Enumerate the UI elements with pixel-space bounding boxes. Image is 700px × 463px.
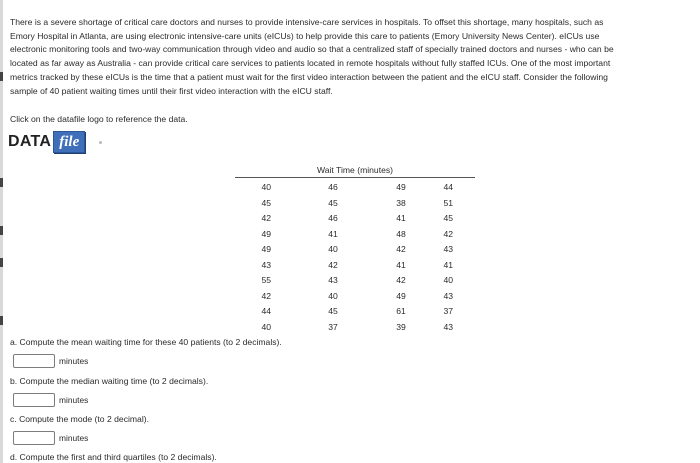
table-cell: 40 <box>328 244 338 254</box>
table-cell: 41 <box>396 213 406 223</box>
question-c: c. Compute the mode (to 2 decimal). <box>10 414 149 424</box>
question-d: d. Compute the first and third quartiles (to 2 decimals). <box>10 452 217 462</box>
unit-label: minutes <box>59 356 89 366</box>
table-cell: 42 <box>328 259 338 270</box>
table-cell: 46 <box>328 182 338 192</box>
table-cell: 49 <box>261 244 271 254</box>
table-cell: 44 <box>443 182 453 192</box>
table-cell: 61 <box>396 306 406 316</box>
wait-time-table <box>235 180 475 335</box>
table-cell: 46 <box>328 213 338 223</box>
table-cell: 42 <box>261 213 271 223</box>
table-cell: 45 <box>328 197 338 208</box>
table-cell: 42 <box>396 244 406 254</box>
table-cell: 41 <box>443 259 453 270</box>
intro-line: There is a severe shortage of critical care doctors and nurses to provide intensive-care services in hospitals. To offset this shortage, many hospitals, such as <box>10 17 604 27</box>
table-cell: 55 <box>261 275 271 285</box>
table-cell: 39 <box>396 321 406 332</box>
table-cell: 40 <box>328 290 338 301</box>
table-cell: 40 <box>261 182 271 192</box>
table-cell: 40 <box>261 321 271 332</box>
table-cell: 42 <box>261 290 271 301</box>
table-row <box>235 273 475 289</box>
problem-intro <box>10 16 694 98</box>
table-cell: 43 <box>443 290 453 301</box>
question-a: a. Compute the mean waiting time for these 40 patients (to 2 decimals). <box>10 337 282 347</box>
table-row <box>235 258 475 274</box>
edge-marker <box>0 72 3 81</box>
intro-line: sample of 40 patient waiting times until their first video interaction with the eICU staff. <box>10 85 333 96</box>
table-cell: 41 <box>396 259 406 270</box>
table-row <box>235 180 475 196</box>
intro-line: Emory Hospital in Atlanta, are using electronic intensive-care units (eICUs) to help provide this care to patients (Emory University News Center). eICUs use <box>10 30 600 41</box>
table-cell: 40 <box>443 275 453 285</box>
question-b: b. Compute the median waiting time (to 2 decimals). <box>10 376 209 386</box>
table-cell: 45 <box>261 197 271 208</box>
table-cell: 43 <box>328 275 338 285</box>
table-row <box>235 320 475 336</box>
table-cell: 37 <box>443 306 453 316</box>
table-row <box>235 304 475 320</box>
table-header-rule <box>235 177 475 178</box>
answer-row-a <box>13 354 88 368</box>
table-cell: 42 <box>396 275 406 285</box>
table-cell: 44 <box>261 306 271 316</box>
table-cell: 48 <box>396 228 406 239</box>
edge-marker <box>0 316 3 325</box>
datafile-button[interactable]: file <box>53 131 85 153</box>
table-cell: 51 <box>443 197 453 208</box>
edge-marker <box>0 226 3 235</box>
dot-decoration <box>99 141 102 144</box>
table-row <box>235 242 475 258</box>
table-row <box>235 289 475 305</box>
unit-label: minutes <box>59 395 89 405</box>
table-row <box>235 211 475 227</box>
table-cell: 43 <box>261 259 271 270</box>
table-cell: 38 <box>396 197 406 208</box>
table-cell: 43 <box>443 244 453 254</box>
table-cell: 37 <box>328 321 338 332</box>
answer-row-c <box>13 431 88 445</box>
datafile-instruction: Click on the datafile logo to reference the data. <box>10 114 188 124</box>
table-title: Wait Time (minutes) <box>316 165 394 175</box>
intro-line: electronic monitoring tools and two-way communication through video and audio so that a centralized staff of specially trained doctors and nurses - who can be <box>10 44 614 55</box>
table-cell: 49 <box>396 182 406 192</box>
unit-label: minutes <box>59 433 89 443</box>
table-row <box>235 196 475 212</box>
table-cell: 41 <box>328 228 338 239</box>
table-cell: 42 <box>443 228 453 239</box>
answer-row-b <box>13 393 88 407</box>
edge-marker <box>0 178 3 187</box>
mode-answer-input[interactable] <box>13 431 55 445</box>
intro-line: metrics tracked by these eICUs is the time that a patient must wait for the first video interaction between the patient and the eICU staff. Consider the following <box>10 71 608 82</box>
datafile-logo <box>8 131 102 153</box>
table-cell: 43 <box>443 321 453 332</box>
intro-line: located as far away as Australia - can provide critical care services to patients located in remote hospitals without fully staffed ICUs. One of the most important <box>10 58 611 69</box>
table-cell: 45 <box>328 306 338 316</box>
edge-marker <box>0 258 3 267</box>
mean-answer-input[interactable] <box>13 354 55 368</box>
median-answer-input[interactable] <box>13 393 55 407</box>
table-row <box>235 227 475 243</box>
table-cell: 49 <box>396 290 406 301</box>
table-cell: 49 <box>261 228 271 239</box>
data-label: DATA <box>8 133 52 150</box>
table-cell: 45 <box>443 213 453 223</box>
